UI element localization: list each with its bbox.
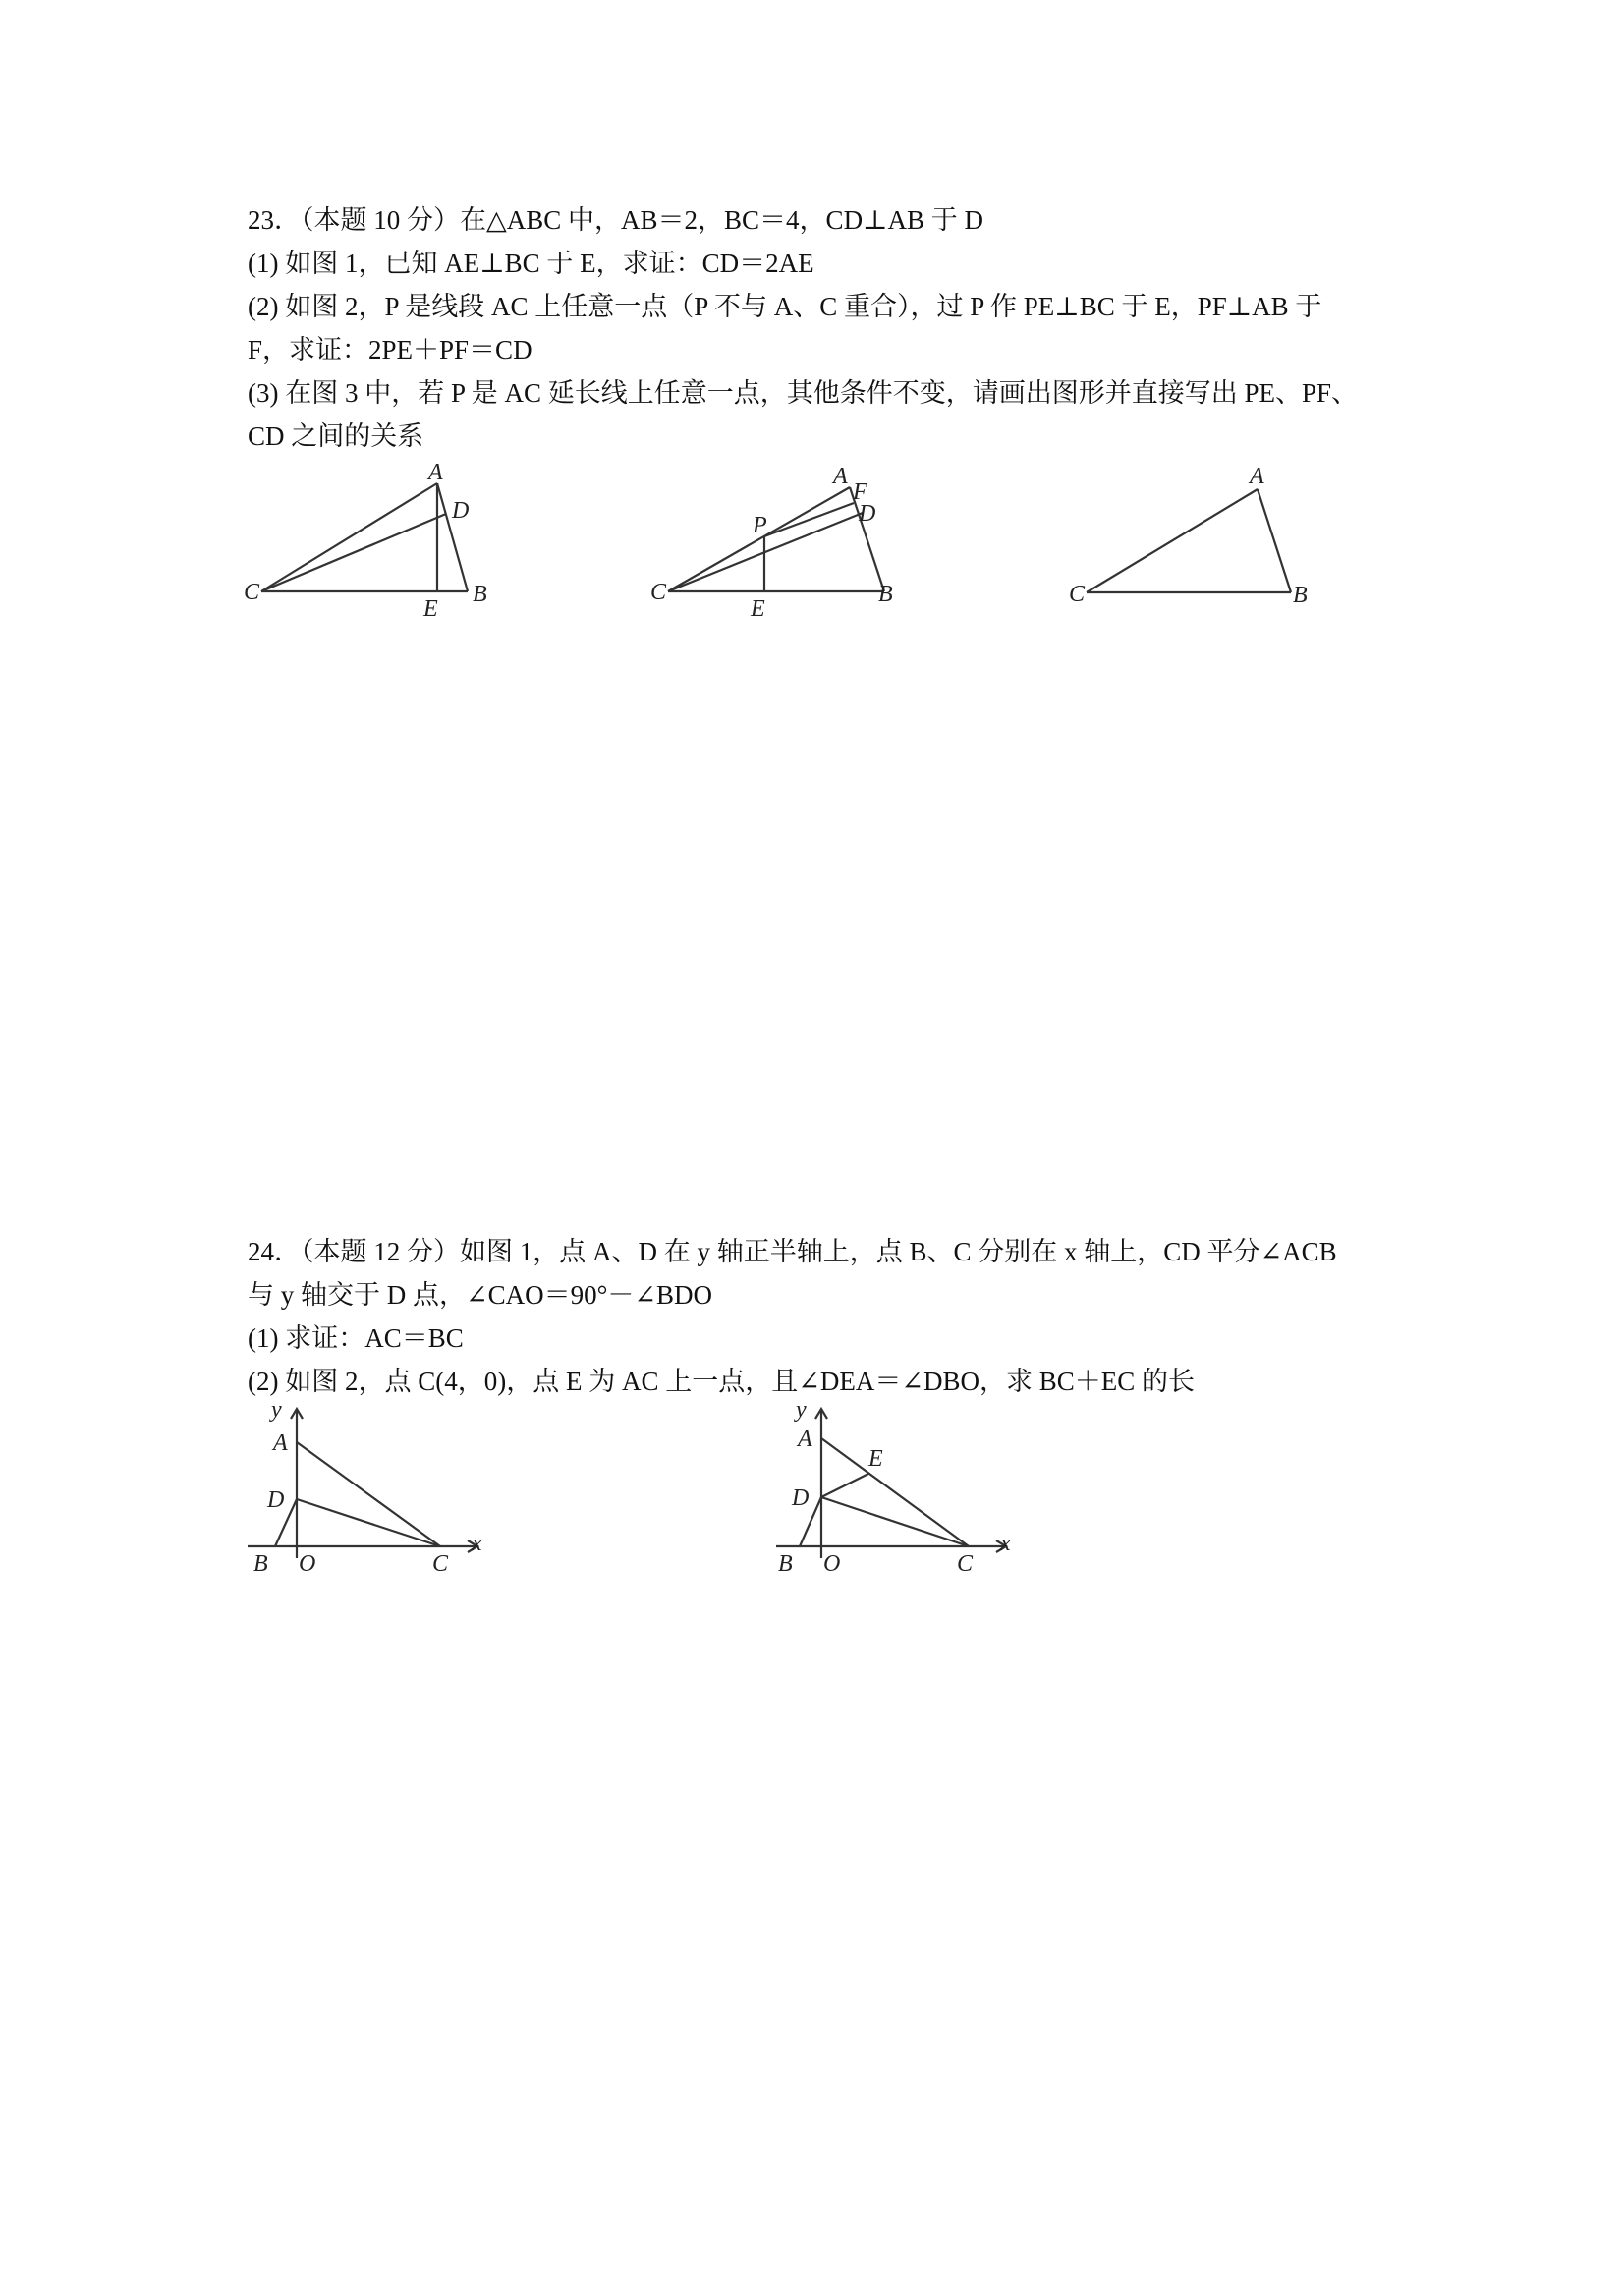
q23-figure-2	[639, 452, 914, 629]
label-b: B	[1293, 583, 1308, 608]
q23-line-5: (3) 在图 3 中，若 P 是 AC 延长线上任意一点，其他条件不变，请画出图形并直接写出 PE、PF、	[248, 378, 1359, 408]
label-e: E	[751, 596, 765, 622]
label-a: A	[428, 460, 443, 485]
q23-line-6: CD 之间的关系	[248, 421, 424, 451]
label-x: x	[472, 1531, 482, 1556]
segment-ac	[821, 1438, 969, 1546]
label-p: P	[753, 513, 767, 538]
q23-line-4: F，求证：2PE＋PF＝CD	[248, 335, 532, 364]
q24-figure-1	[236, 1395, 501, 1582]
label-b: B	[878, 582, 893, 607]
label-c: C	[244, 580, 260, 605]
segment-ab	[1258, 489, 1291, 592]
label-c: C	[432, 1551, 449, 1577]
label-d: D	[859, 501, 876, 527]
segment-dc	[297, 1499, 440, 1546]
q23-figure-1	[236, 452, 511, 629]
segment-ca	[668, 487, 850, 591]
label-y: y	[271, 1397, 282, 1423]
label-x: x	[1000, 1531, 1011, 1556]
segment-ac	[297, 1442, 440, 1546]
label-y: y	[796, 1397, 807, 1423]
label-a: A	[273, 1430, 288, 1456]
label-d: D	[792, 1485, 810, 1511]
label-c: C	[650, 580, 667, 605]
segment-cd	[261, 514, 446, 591]
q23-line-3: (2) 如图 2，P 是线段 AC 上任意一点（P 不与 A、C 重合），过 P 作 PE⊥BC 于 E，PF⊥AB 于	[248, 292, 1322, 321]
segment-ca	[261, 483, 437, 591]
label-a: A	[1250, 464, 1264, 489]
q24-line-1: 24．（本题 12 分）如图 1，点 A、D 在 y 轴正半轴上，点 B、C 分别在 x 轴上，CD 平分∠ACB	[248, 1237, 1337, 1266]
label-a: A	[798, 1427, 812, 1452]
label-c: C	[957, 1551, 974, 1577]
segment-dc	[821, 1497, 969, 1546]
label-d: D	[267, 1487, 285, 1513]
q23-line-1: 23．（本题 10 分）在△ABC 中，AB＝2，BC＝4，CD⊥AB 于 D	[248, 205, 983, 235]
label-b: B	[778, 1551, 793, 1577]
segment-de	[821, 1474, 868, 1497]
segment-ca	[1087, 489, 1258, 592]
q23-figure-3	[1051, 452, 1326, 629]
label-a: A	[833, 464, 848, 489]
q24-line-2: 与 y 轴交于 D 点，∠CAO＝90°－∠BDO	[248, 1280, 713, 1310]
label-c: C	[1069, 582, 1086, 607]
label-o: O	[299, 1551, 316, 1577]
label-f: F	[853, 479, 867, 505]
label-d: D	[452, 498, 470, 524]
q23-line-2: (1) 如图 1，已知 AE⊥BC 于 E，求证：CD＝2AE	[248, 249, 814, 278]
q24-line-4: (2) 如图 2，点 C(4，0)，点 E 为 AC 上一点，且∠DEA＝∠DBO，求 BC＋EC 的长	[248, 1367, 1195, 1396]
label-b: B	[473, 582, 487, 607]
label-b: B	[253, 1551, 268, 1577]
label-e: E	[423, 596, 438, 622]
label-o: O	[823, 1551, 841, 1577]
q24-line-3: (1) 求证：AC＝BC	[248, 1323, 464, 1353]
segment-pf	[764, 503, 854, 536]
label-e: E	[868, 1446, 883, 1472]
q24-figure-2	[764, 1395, 1030, 1582]
